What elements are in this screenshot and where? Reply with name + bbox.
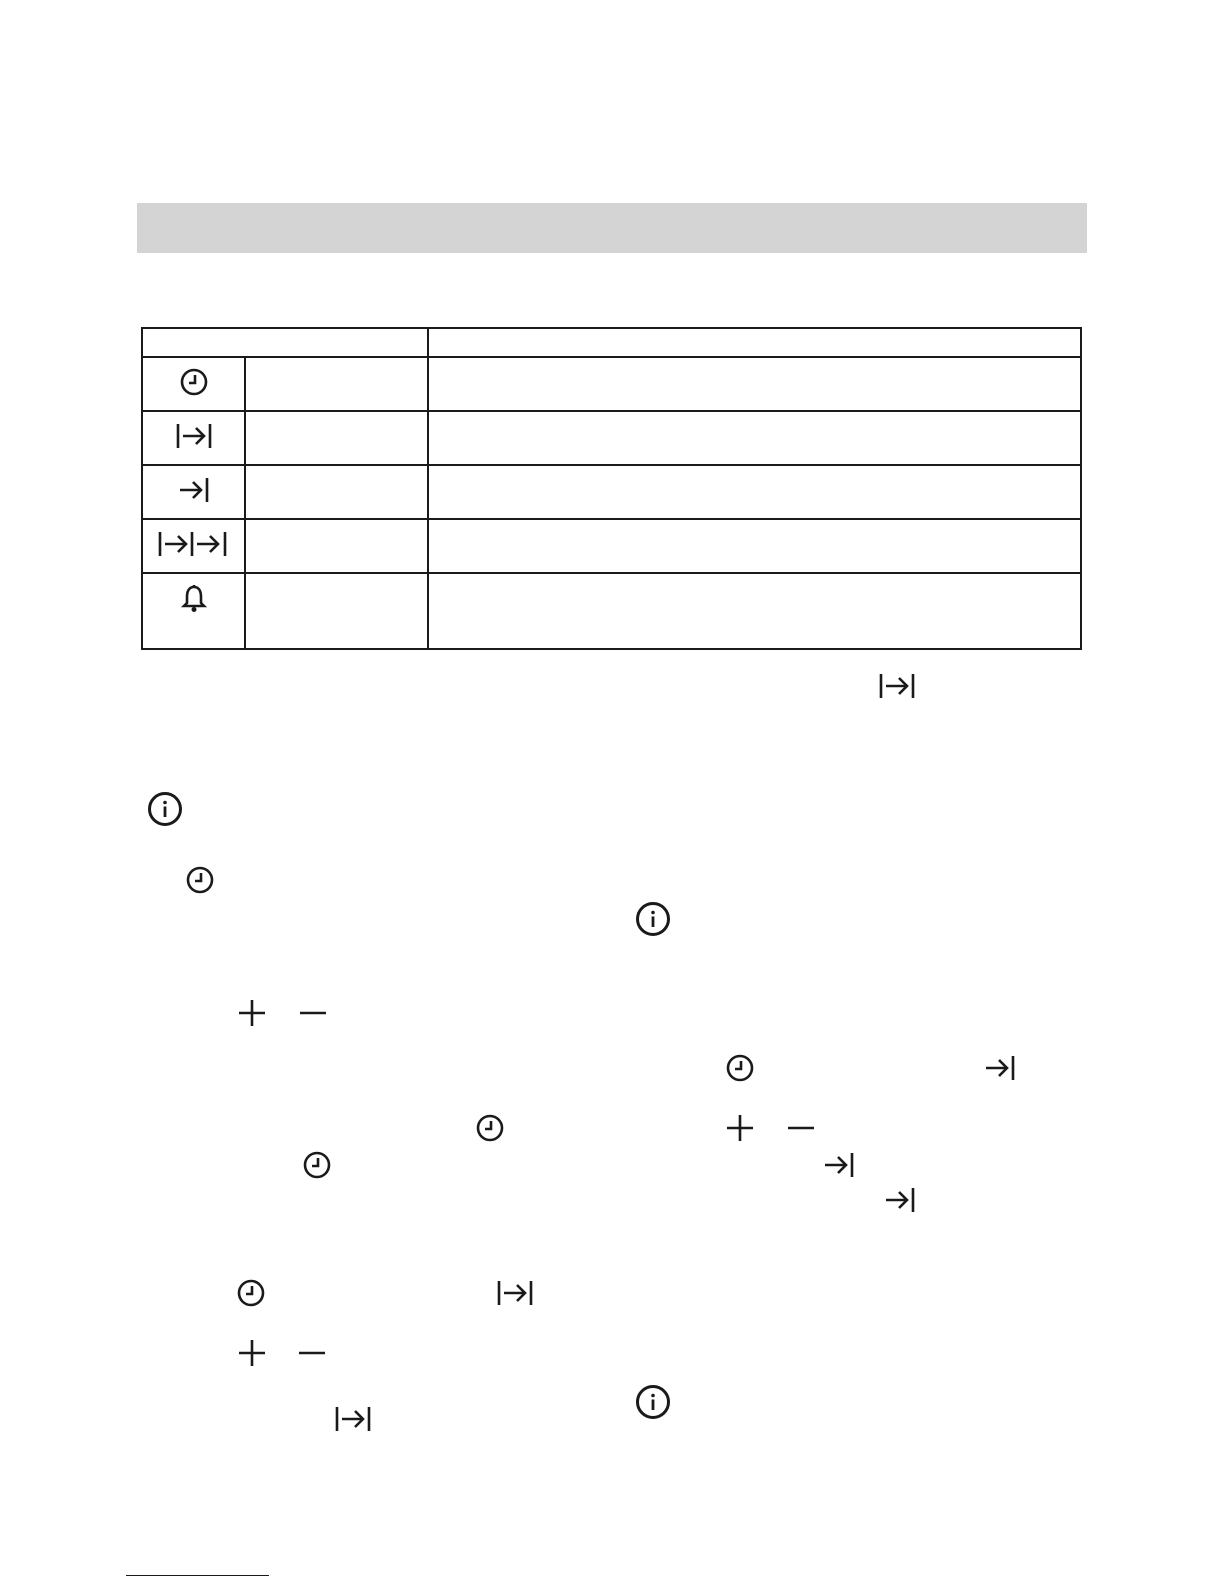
duration-icon <box>334 1404 372 1434</box>
time-delay-icon <box>157 529 231 559</box>
minus-icon <box>298 998 328 1028</box>
table-row <box>143 475 245 505</box>
end-time-icon <box>823 1150 855 1180</box>
minute-minder-bell-icon <box>179 584 209 614</box>
clock-icon <box>236 1278 266 1308</box>
duration-icon <box>175 421 213 451</box>
clock-icon <box>725 1053 755 1083</box>
timer-functions-table <box>141 327 1082 650</box>
table-row <box>143 584 245 614</box>
section-header-bar <box>137 203 1087 253</box>
plus-icon <box>237 1338 267 1368</box>
info-icon <box>635 901 671 937</box>
info-icon <box>147 791 183 827</box>
footer-link-rule <box>126 1575 269 1576</box>
plus-icon <box>237 998 267 1028</box>
minus-icon <box>297 1338 327 1368</box>
table-row <box>143 529 245 559</box>
end-time-icon <box>178 475 210 505</box>
info-icon <box>635 1384 671 1420</box>
table-row <box>143 421 245 451</box>
clock-icon <box>302 1150 332 1180</box>
clock-icon <box>179 367 209 397</box>
minus-icon <box>786 1113 816 1143</box>
duration-icon <box>878 671 916 701</box>
clock-icon <box>475 1113 505 1143</box>
end-time-icon <box>884 1185 916 1215</box>
table-row <box>143 367 245 397</box>
plus-icon <box>725 1113 755 1143</box>
clock-icon <box>185 865 215 895</box>
end-time-icon <box>984 1053 1016 1083</box>
duration-icon <box>496 1278 534 1308</box>
